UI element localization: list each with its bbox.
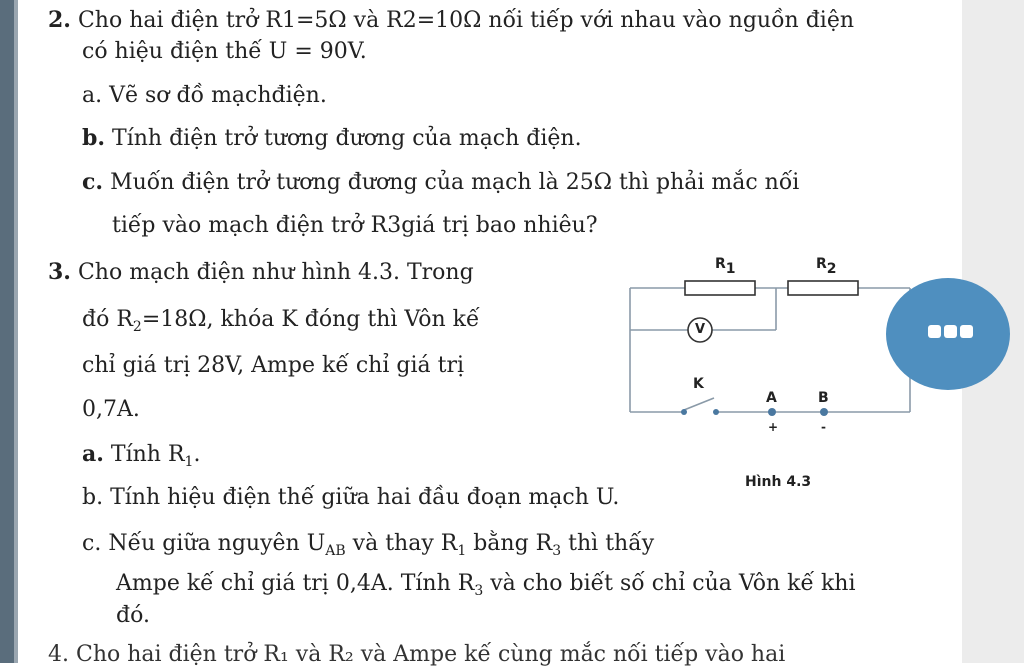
problem-2-part-b [82, 124, 582, 153]
r1-letter: R [715, 256, 726, 272]
problem-3-line-2-post: =18Ω, khóa K đóng thì Vôn kế [141, 307, 480, 332]
problem-2-number: 2. [48, 7, 71, 33]
part-c-label: c. [82, 169, 104, 195]
voltmeter-label: V [695, 322, 706, 337]
p3-part-c2-sub: 3 [474, 583, 484, 599]
problem-3-text-1: Cho mạch điện như hình 4.3. Trong [77, 260, 474, 285]
problem-3-line-2-sub: 2 [132, 319, 142, 335]
r2-letter: R [816, 256, 827, 272]
problem-3-line-2 [82, 306, 480, 334]
switch-label: K [693, 376, 704, 392]
part-a-label: a. [82, 83, 103, 108]
p3-part-c2-pre: Ampe kế chỉ giá trị 0,4A. Tính R [116, 571, 475, 596]
switch-contact-left [681, 409, 687, 415]
p3-part-c-pre: Nếu giữa nguyên U [108, 531, 326, 556]
problem-2-line-1 [48, 6, 854, 35]
resistor-r2 [788, 281, 858, 295]
p3-part-c-mid2: bằng R [466, 531, 553, 556]
node-a-label: A [766, 390, 777, 406]
p3-part-c-post: thì thấy [561, 531, 655, 556]
problem-3-line-4: 0,7A. [82, 397, 140, 422]
problem-2-part-c [82, 168, 799, 197]
p3-part-a-sub: 1 [184, 454, 194, 470]
p3-part-a-pre: Tính R [110, 442, 185, 467]
part-c-text-1: Muốn điện trở tương đương của mạch là 25Ω thì phải mắc nối [110, 170, 800, 195]
terminal-a [768, 408, 776, 416]
window-left-edge-inner [14, 0, 18, 663]
minus-terminal-label: - [821, 420, 826, 434]
p3-part-b-text: Tính hiệu điện thế giữa hai đầu đoạn mạch U. [110, 485, 620, 510]
figure-caption: Hình 4.3 [745, 474, 812, 490]
problem-2-line-2: có hiệu điện thế U = 90V. [82, 39, 367, 64]
problem-2-part-a [82, 82, 327, 110]
part-b-label: b. [82, 125, 106, 151]
r2-sub: 2 [826, 261, 837, 277]
problem-3-part-a [82, 440, 200, 469]
problem-4-cutoff-line: 4. Cho hai điện trở R₁ và R₂ và Ampe kế cùng mắc nối tiếp vào hai [48, 642, 786, 667]
terminal-b [820, 408, 828, 416]
p3-part-c2-post: và cho biết số chỉ của Vôn kế khi [483, 571, 856, 596]
plus-terminal-label: + [768, 420, 779, 434]
p3-part-c-sub1: AB [325, 543, 346, 559]
problem-3-line-2-pre: đó R [82, 307, 133, 332]
r1-label [715, 256, 736, 277]
r2-label [816, 256, 837, 277]
problem-3-number: 3. [48, 259, 71, 285]
resistor-r1 [685, 281, 755, 295]
problem-3-part-b [82, 484, 619, 512]
window-left-edge [0, 0, 14, 663]
node-b-label: B [818, 390, 829, 406]
problem-3-part-c [82, 530, 654, 558]
p3-part-b-label: b. [82, 485, 104, 510]
problem-3-line-3: chỉ giá trị 28V, Ampe kế chỉ giá trị [82, 353, 465, 378]
problem-3-line-1 [48, 258, 474, 287]
r1-sub: 1 [725, 261, 736, 277]
p3-part-c-sub2: 1 [457, 543, 467, 559]
problem-3-part-c-line-3: đó. [116, 603, 150, 628]
p3-part-c-mid1: và thay R [345, 531, 458, 556]
p3-part-a-post: . [193, 442, 201, 467]
circuit-diagram [600, 250, 930, 450]
p3-part-c-sub3: 3 [552, 543, 562, 559]
more-options-icon [928, 325, 973, 338]
p3-part-c-label: c. [82, 531, 102, 556]
part-a-text: Vẽ sơ đồ mạchđiện. [109, 83, 327, 108]
problem-3-part-c-line-2 [116, 570, 856, 598]
switch-contact-right [713, 409, 719, 415]
p3-part-a-label: a. [82, 441, 104, 467]
problem-2-text-1: Cho hai điện trở R1=5Ω và R2=10Ω nối tiếp với nhau vào nguồn điện [77, 8, 855, 33]
part-b-text: Tính điện trở tương đương của mạch điện. [112, 126, 582, 151]
problem-2-part-c-line-2: tiếp vào mạch điện trở R3giá trị bao nhiêu? [112, 213, 598, 238]
